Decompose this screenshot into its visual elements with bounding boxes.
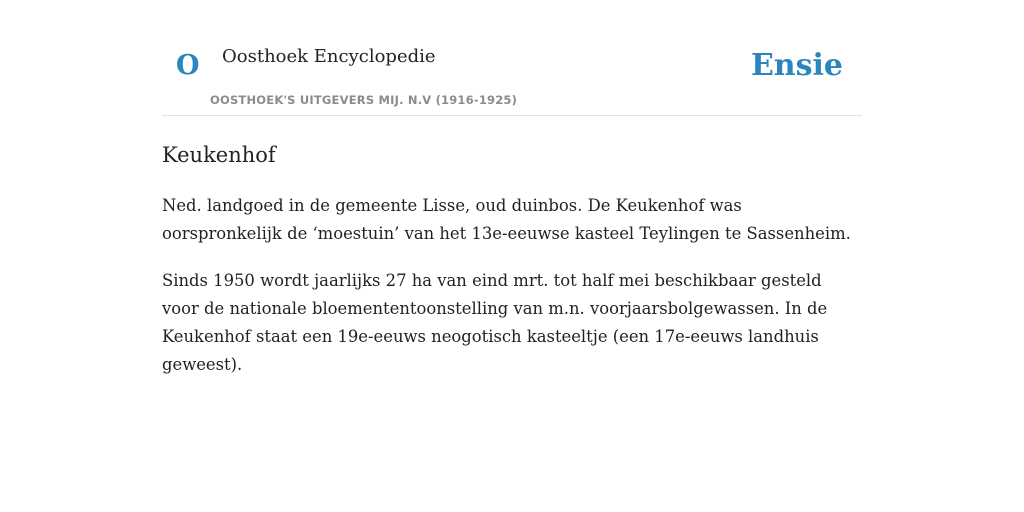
article <box>162 142 862 379</box>
publisher-subtitle: OOSTHOEK'S UITGEVERS MIJ. N.V (1916-1925) <box>210 93 518 107</box>
page <box>162 0 862 379</box>
article-title: Keukenhof <box>162 143 276 167</box>
article-paragraph: Ned. landgoed in de gemeente Lisse, oud duinbos. De Keukenhof was oorspronkelijk de ‘moestuin’ van het 13e-eeuwse kasteel Teylingen te Sassenheim. <box>162 196 851 244</box>
article-body <box>162 192 862 379</box>
ensie-logo[interactable]: Ensie <box>750 48 843 83</box>
oosthoek-logo[interactable]: O <box>176 50 200 81</box>
site-header <box>162 0 862 116</box>
encyclopedia-title[interactable]: Oosthoek Encyclopedie <box>222 46 436 67</box>
article-paragraph: Sinds 1950 wordt jaarlijks 27 ha van eind mrt. tot half mei beschikbaar gesteld voor de nationale bloemententoonstelling van m.n. voorjaarsbolgewassen. In de Keukenhof staat een 19e-eeuws neogotisch kasteeltje (een 17e-eeuws landhuis geweest). <box>162 271 828 375</box>
